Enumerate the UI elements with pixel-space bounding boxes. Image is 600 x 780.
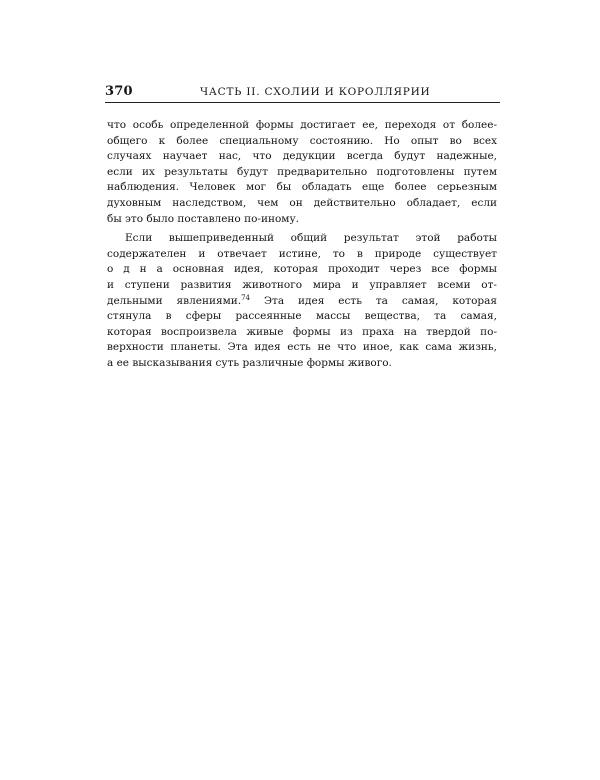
text-line: содержателен и отвечает истине, то в природе существует: [107, 247, 497, 260]
running-head: [105, 84, 500, 106]
footnote-reference: 74: [241, 293, 251, 302]
text-line: стянула в сферы рассеянные массы вещества, та самая,: [107, 310, 497, 323]
text-line: о д н а основная идея, которая проходит через все формы: [107, 263, 497, 276]
text-line: наблюдения. Человек мог бы обладать еще более серьезным: [107, 181, 497, 194]
page-number: 370: [105, 84, 133, 99]
text-line: что особь определенной формы достигает ее, переходя от более-: [107, 119, 497, 131]
text-line: общего к более специальному состоянию. Но опыт во всех: [107, 134, 497, 147]
paragraph-1: [107, 118, 497, 227]
paragraph-2: [107, 231, 497, 371]
line-start: дельными явлениями.: [107, 294, 242, 307]
chapter-title: ЧАСТЬ II. СХОЛИИ И КОРОЛЛЯРИИ: [200, 86, 431, 98]
text-line: если их результаты будут предварительно подготовлены путем: [107, 165, 497, 178]
text-line-with-footnote: [107, 294, 497, 310]
text-line: случаях научает нас, что дедукции всегда будут надежные,: [107, 150, 497, 163]
text-line: и ступени развития животного мира и управляет всеми от-: [107, 278, 497, 291]
text-line: а ее высказывания суть различные формы живого.: [107, 356, 392, 369]
body-text: [107, 118, 497, 372]
text-line: бы это было поставлено по-иному.: [107, 212, 299, 225]
text-line: которая воспроизвела живые формы из праха на твердой по-: [107, 325, 497, 338]
header-rule: [105, 102, 500, 103]
text-line: верхности планеты. Эта идея есть не что иное, как сама жизнь,: [107, 341, 497, 354]
text-line: духовным наследством, чем он действительно обладает, если: [107, 196, 497, 209]
line-end: Эта идея есть та самая, которая: [250, 294, 497, 307]
text-line: Если вышеприведенный общий результат этой работы: [125, 232, 497, 245]
